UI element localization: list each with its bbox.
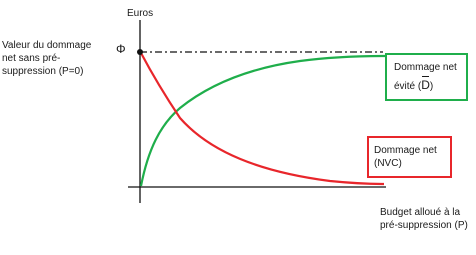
legend-box-avoided-damage	[385, 53, 468, 101]
side-label-line1: Valeur du dommage	[2, 40, 92, 51]
legend-box-net-damage	[367, 136, 452, 178]
legend-green-line1: Dommage net	[394, 62, 457, 73]
phi-point	[137, 49, 143, 55]
y-axis-title: Euros	[127, 8, 154, 19]
legend-green-suffix: )	[429, 81, 434, 92]
x-axis-title-line1: Budget alloué à la	[380, 207, 461, 218]
x-axis-title	[380, 206, 468, 232]
legend-red-line2: (NVC)	[374, 158, 402, 169]
x-axis-title-line2: pré-suppression (P)	[380, 220, 468, 231]
phi-label: Φ	[116, 42, 126, 56]
side-label-line2: net sans pré-	[2, 53, 61, 64]
side-label-no-suppression-value	[2, 39, 110, 78]
legend-red-line1: Dommage net	[374, 145, 437, 156]
red-net-damage-curve	[141, 53, 384, 184]
legend-green-prefix: évité (	[394, 81, 422, 92]
legend-green-line2	[394, 79, 466, 93]
side-label-line3: suppression (P=0)	[2, 66, 84, 77]
d-bar-symbol: D	[421, 78, 430, 92]
